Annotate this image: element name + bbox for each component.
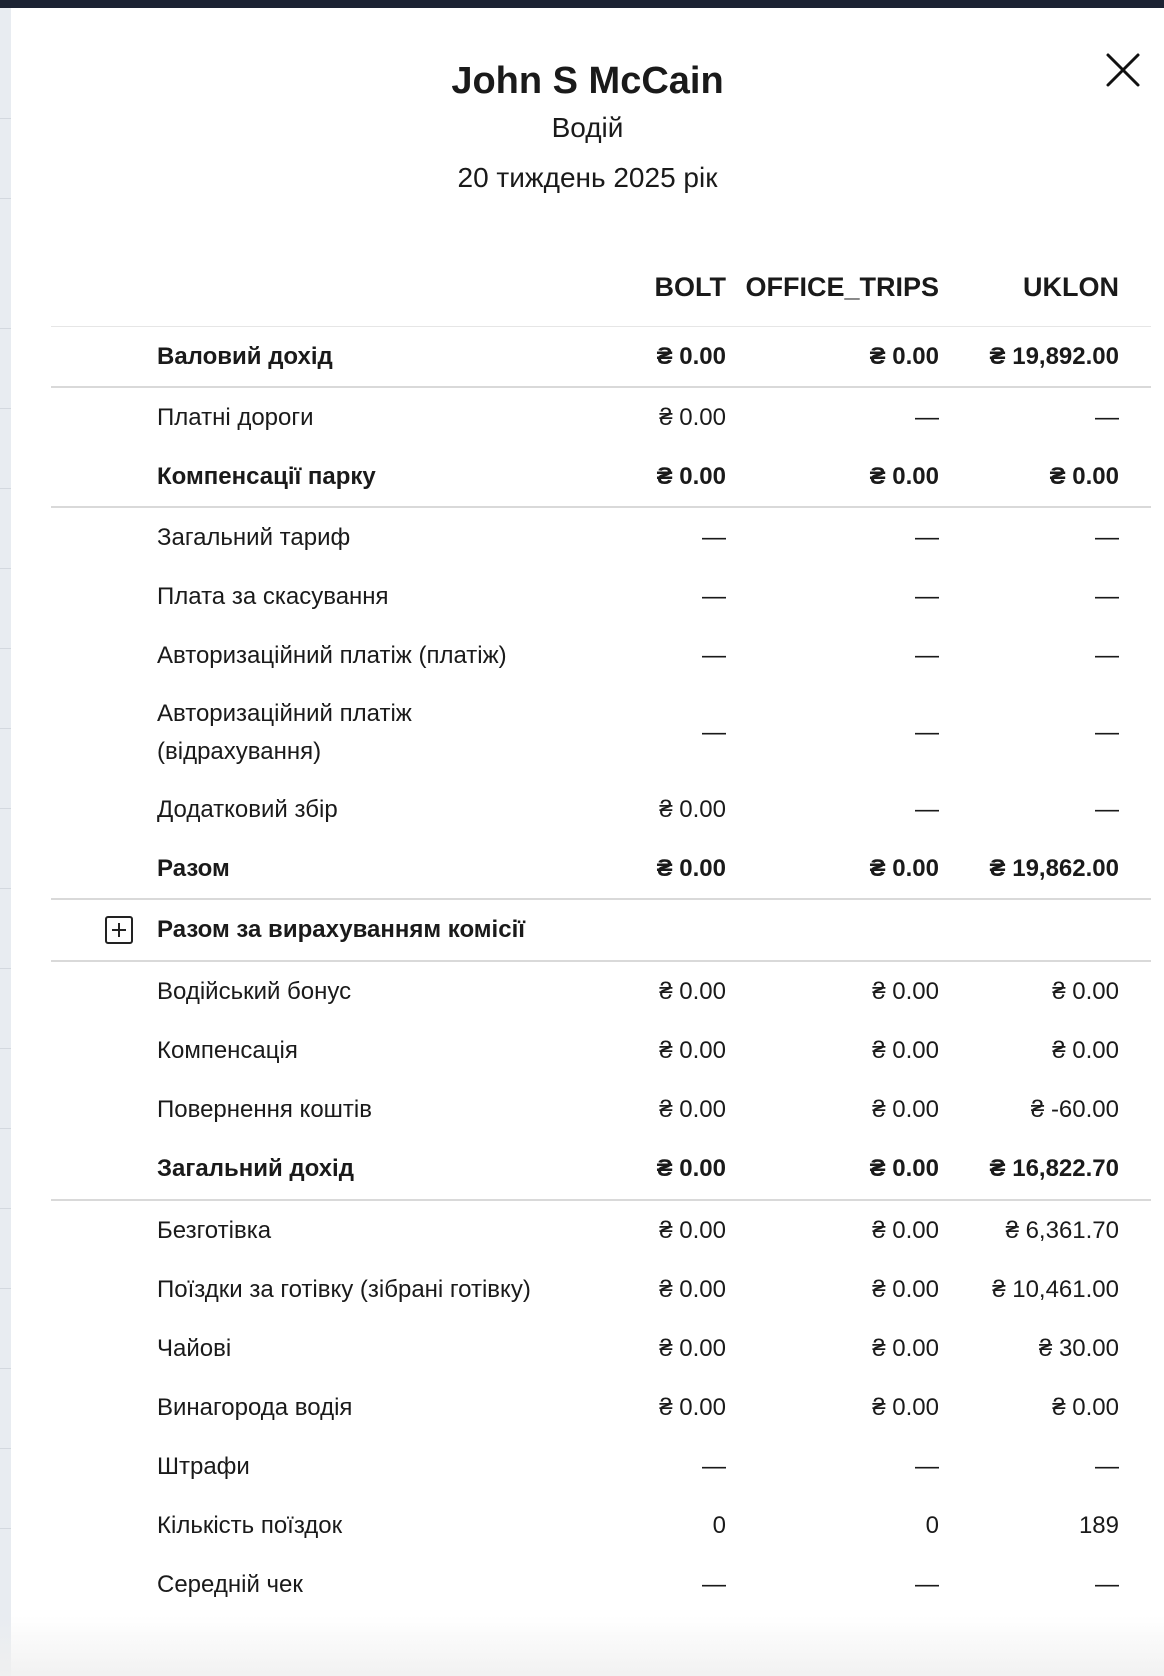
row-value: ₴ 0.00 bbox=[869, 342, 939, 370]
row-value: ₴ 10,461.00 bbox=[992, 1275, 1119, 1303]
row-label: Компенсація bbox=[157, 1036, 298, 1064]
row-value: 189 bbox=[1078, 1511, 1119, 1539]
row-label: Чайові bbox=[157, 1334, 232, 1362]
table-row bbox=[51, 962, 1151, 1021]
row-value: — bbox=[915, 1452, 939, 1480]
row-value: — bbox=[702, 523, 726, 551]
table-row bbox=[51, 1139, 1151, 1201]
earnings-table bbox=[51, 248, 1151, 1614]
row-value: — bbox=[1095, 718, 1119, 746]
table-row bbox=[51, 327, 1151, 388]
driver-role: Водій bbox=[551, 112, 624, 143]
table-row bbox=[51, 1378, 1151, 1437]
row-value: ₴ 0.00 bbox=[659, 977, 726, 1005]
row-value: ₴ 0.00 bbox=[872, 1036, 939, 1064]
expandable-row[interactable] bbox=[51, 900, 1151, 962]
row-value: ₴ 6,361.70 bbox=[1005, 1216, 1119, 1244]
row-label: Плата за скасування bbox=[157, 582, 389, 610]
row-value: ₴ 0.00 bbox=[1052, 1393, 1119, 1421]
report-period: 20 тиждень 2025 рік bbox=[457, 162, 718, 193]
table-row bbox=[51, 1319, 1151, 1378]
row-value: ₴ 0.00 bbox=[869, 854, 939, 882]
table-row bbox=[51, 780, 1151, 839]
row-value: — bbox=[915, 1570, 939, 1598]
row-value: ₴ 0.00 bbox=[869, 462, 939, 490]
row-value: — bbox=[702, 1570, 726, 1598]
row-value: ₴ 0.00 bbox=[659, 1393, 726, 1421]
row-label: Середній чек bbox=[157, 1570, 303, 1598]
column-header: OFFICE_TRIPS bbox=[745, 271, 939, 302]
driver-report-panel bbox=[11, 8, 1164, 1676]
row-value: — bbox=[915, 582, 939, 610]
row-value: ₴ 16,822.70 bbox=[989, 1155, 1119, 1182]
row-value: — bbox=[702, 718, 726, 746]
row-value: ₴ 0.00 bbox=[659, 1036, 726, 1064]
row-label-line: (відрахування) bbox=[157, 737, 322, 765]
row-label-line: Авторизаційний платіж bbox=[157, 699, 412, 727]
row-value: ₴ 0.00 bbox=[659, 1334, 726, 1362]
row-value: — bbox=[1095, 1570, 1119, 1598]
row-value: — bbox=[1095, 403, 1119, 431]
top-bar bbox=[0, 0, 1164, 8]
report-header bbox=[11, 56, 1164, 202]
row-value: ₴ 0.00 bbox=[872, 1095, 939, 1123]
row-label: Винагорода водія bbox=[157, 1393, 353, 1421]
row-value: ₴ 0.00 bbox=[659, 1216, 726, 1244]
row-value: — bbox=[702, 582, 726, 610]
column-header: UKLON bbox=[1023, 271, 1119, 302]
bottom-fade bbox=[0, 1616, 1164, 1676]
row-value: ₴ 30.00 bbox=[1038, 1334, 1119, 1362]
row-value: ₴ 0.00 bbox=[872, 1393, 939, 1421]
table-row bbox=[51, 388, 1151, 447]
row-label: Штрафи bbox=[157, 1452, 250, 1480]
background-page-edge bbox=[0, 8, 11, 1676]
row-value: ₴ 0.00 bbox=[659, 1095, 726, 1123]
row-label: Кількість поїздок bbox=[157, 1511, 343, 1539]
table-row bbox=[51, 839, 1151, 900]
row-value: — bbox=[1095, 582, 1119, 610]
row-value: — bbox=[702, 641, 726, 669]
table-row bbox=[51, 1021, 1151, 1080]
row-value: ₴ 0.00 bbox=[1052, 977, 1119, 1005]
row-value: ₴ 0.00 bbox=[1049, 462, 1119, 490]
expand-plus-icon[interactable] bbox=[105, 916, 133, 944]
row-value: ₴ 19,862.00 bbox=[989, 854, 1119, 882]
table-row bbox=[51, 1080, 1151, 1139]
row-label: Додатковий збір bbox=[157, 795, 338, 823]
row-label: Платні дороги bbox=[157, 403, 314, 431]
row-value: ₴ 0.00 bbox=[872, 1216, 939, 1244]
table-row bbox=[51, 1201, 1151, 1260]
row-label: Повернення коштів bbox=[157, 1095, 372, 1123]
row-value: — bbox=[702, 1452, 726, 1480]
column-header: BOLT bbox=[654, 271, 726, 302]
row-value: ₴ 0.00 bbox=[872, 977, 939, 1005]
row-value: ₴ 0.00 bbox=[659, 795, 726, 823]
row-value: — bbox=[915, 641, 939, 669]
row-label: Разом bbox=[157, 854, 230, 882]
row-value: — bbox=[915, 795, 939, 823]
row-label: Загальний тариф bbox=[157, 523, 351, 551]
table-row bbox=[51, 685, 1151, 780]
row-label: Поїздки за готівку (зібрані готівку) bbox=[157, 1275, 531, 1303]
row-label: Валовий дохід bbox=[157, 342, 333, 370]
row-value: ₴ 0.00 bbox=[872, 1334, 939, 1362]
table-row bbox=[51, 1437, 1151, 1496]
table-row bbox=[51, 626, 1151, 685]
row-label: Авторизаційний платіж (платіж) bbox=[157, 641, 507, 669]
table-header-row bbox=[51, 248, 1151, 327]
table-row bbox=[51, 508, 1151, 567]
row-value: ₴ 0.00 bbox=[872, 1275, 939, 1303]
row-label: Безготівка bbox=[157, 1216, 272, 1244]
row-label: Компенсації парку bbox=[157, 462, 376, 490]
row-label: Разом за вирахуванням комісії bbox=[157, 916, 525, 943]
row-value: — bbox=[915, 403, 939, 431]
row-value: ₴ -60.00 bbox=[1030, 1095, 1119, 1123]
row-value: ₴ 0.00 bbox=[656, 342, 726, 370]
row-label bbox=[51, 695, 571, 771]
row-value: ₴ 0.00 bbox=[656, 462, 726, 490]
row-value: — bbox=[1095, 523, 1119, 551]
row-value: ₴ 0.00 bbox=[659, 1275, 726, 1303]
row-value: — bbox=[915, 523, 939, 551]
row-value: ₴ 0.00 bbox=[869, 1155, 939, 1182]
row-value: ₴ 0.00 bbox=[1052, 1036, 1119, 1064]
table-row bbox=[51, 447, 1151, 508]
table-row bbox=[51, 567, 1151, 626]
row-value: 0 bbox=[712, 1511, 726, 1539]
row-value: ₴ 0.00 bbox=[656, 1155, 726, 1182]
row-label: Загальний дохід bbox=[157, 1155, 354, 1182]
driver-name: John S McCain bbox=[451, 60, 724, 102]
table-row bbox=[51, 1555, 1151, 1614]
row-value: ₴ 0.00 bbox=[656, 854, 726, 882]
row-value: ₴ 19,892.00 bbox=[989, 342, 1119, 370]
row-value: ₴ 0.00 bbox=[659, 403, 726, 431]
row-value: — bbox=[1095, 641, 1119, 669]
row-value: — bbox=[1095, 795, 1119, 823]
row-value: — bbox=[915, 718, 939, 746]
table-row bbox=[51, 1260, 1151, 1319]
row-value: 0 bbox=[925, 1511, 939, 1539]
table-row bbox=[51, 1496, 1151, 1555]
row-value: — bbox=[1095, 1452, 1119, 1480]
row-label: Водійський бонус bbox=[157, 977, 352, 1005]
